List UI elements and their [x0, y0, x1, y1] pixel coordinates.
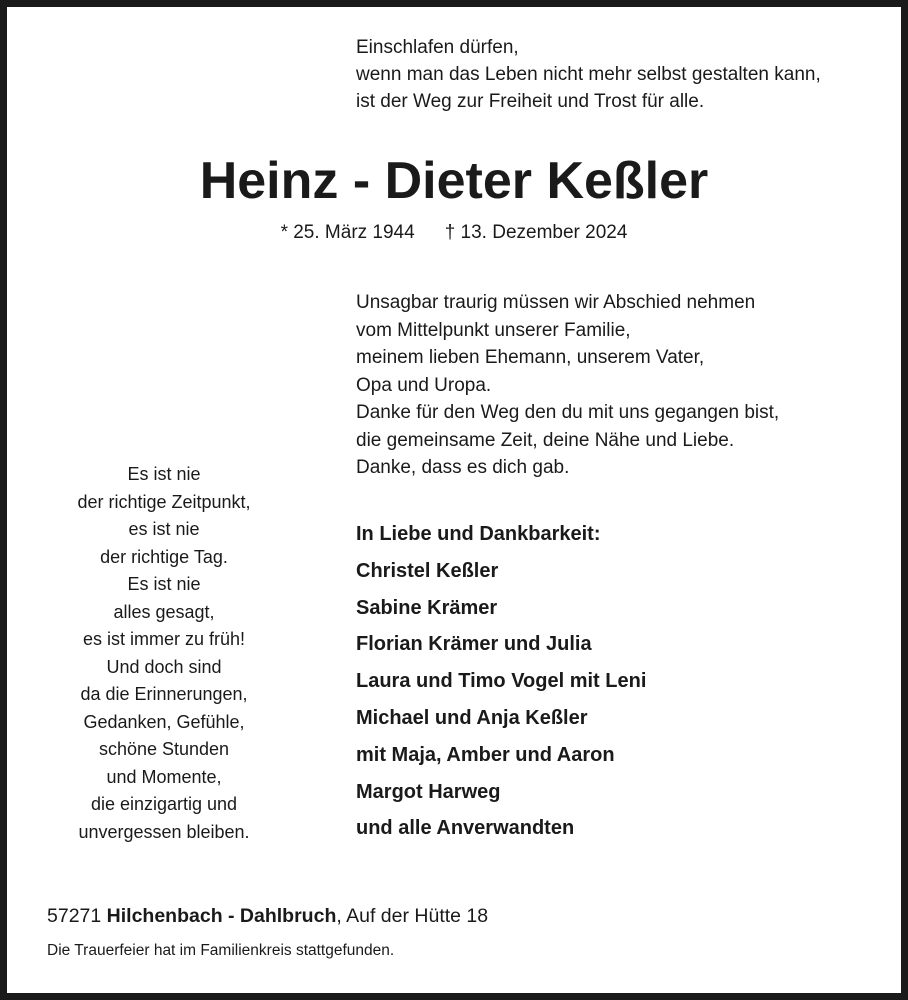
- side-poem-line: der richtige Tag.: [100, 546, 228, 567]
- message-line: Opa und Uropa.: [356, 374, 492, 396]
- side-poem-line: es ist immer zu früh!: [82, 629, 246, 649]
- message-line: Danke für den Weg den du mit uns gegangen bist,: [356, 402, 780, 423]
- mourner-name: Laura und Timo Vogel mit Leni: [356, 670, 647, 693]
- intro-poem-line: ist der Weg zur Freiheit und Trost für alle.: [356, 91, 705, 112]
- side-poem-line: alles gesagt,: [113, 601, 215, 622]
- mourner-name: Florian Krämer und Julia: [356, 633, 592, 656]
- side-poem-line: Es ist nie: [127, 574, 201, 594]
- side-poem-line: es ist nie: [128, 519, 200, 539]
- message-line: Danke, dass es dich gab.: [356, 457, 570, 478]
- life-dates: [0, 220, 908, 246]
- side-poem-line: der richtige Zeitpunkt,: [77, 491, 251, 512]
- deceased-name: Heinz - Dieter Keßler: [199, 152, 709, 210]
- mourners-list: [356, 516, 646, 847]
- mourners-heading: In Liebe und Dankbarkeit:: [356, 523, 601, 545]
- side-poem-line: da die Erinnerungen,: [80, 684, 248, 704]
- side-poem-line: die einzigartig und: [90, 794, 238, 814]
- side-poem-line: Gedanken, Gefühle,: [83, 711, 245, 732]
- side-poem-line: unvergessen bleiben.: [78, 821, 250, 842]
- intro-poem-line: Einschlafen dürfen,: [356, 37, 519, 58]
- birth-date: * 25. März 1944: [280, 222, 415, 243]
- mourner-name: und alle Anverwandten: [356, 817, 575, 840]
- side-poem-line: Es ist nie: [127, 464, 201, 484]
- message-line: vom Mittelpunkt unserer Familie,: [356, 319, 631, 341]
- side-poem: [40, 461, 288, 846]
- funeral-note: Die Trauerfeier hat im Familienkreis stattgefunden.: [47, 942, 395, 959]
- message-line: Unsagbar traurig müssen wir Abschied nehmen: [356, 292, 756, 313]
- death-date: † 13. Dezember 2024: [444, 222, 628, 243]
- side-poem-line: Und doch sind: [106, 656, 222, 677]
- side-poem-line: schöne Stunden: [98, 739, 230, 759]
- mourner-name: Sabine Krämer: [356, 596, 498, 619]
- mourner-name: Christel Keßler: [356, 559, 499, 582]
- side-poem-line: und Momente,: [106, 766, 222, 787]
- intro-poem-line: wenn man das Leben nicht mehr selbst gestalten kann,: [356, 64, 821, 85]
- mourner-name: Margot Harweg: [356, 780, 501, 803]
- address-city: Hilchenbach - Dahlbruch: [106, 905, 337, 927]
- farewell-message: [356, 289, 779, 482]
- address-street: , Auf der Hütte 18: [336, 905, 489, 927]
- mourner-name: Michael und Anja Keßler: [356, 706, 588, 729]
- message-line: die gemeinsame Zeit, deine Nähe und Liebe.: [356, 429, 735, 451]
- intro-poem: [356, 34, 821, 115]
- address-postcode: 57271: [47, 905, 102, 927]
- message-line: meinem lieben Ehemann, unserem Vater,: [356, 347, 705, 368]
- mourner-name: mit Maja, Amber und Aaron: [356, 743, 615, 766]
- address: [47, 902, 488, 930]
